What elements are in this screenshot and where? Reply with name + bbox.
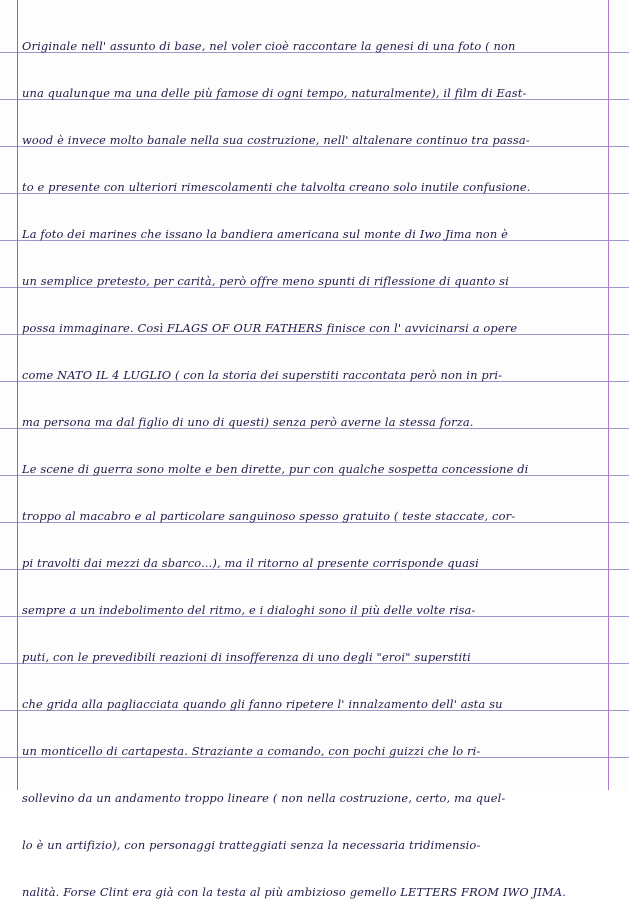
text-line: Originale nell' assunto di base, nel voler cioè raccontare la genesi di una foto ( non: [22, 39, 516, 53]
text-line: nalità. Forse Clint era già con la testa al più ambizioso gemello LETTERS FROM IWO JIMA.: [22, 885, 566, 899]
left-margin-line: [17, 0, 18, 790]
text-line: La foto dei marines che issano la bandiera americana sul monte di Iwo Jima non è: [22, 227, 508, 241]
text-line: sempre a un indebolimento del ritmo, e i dialoghi sono il più delle volte risa-: [22, 603, 476, 617]
text-line: possa immaginare. Così FLAGS OF OUR FATHERS finisce con l' avvicinarsi a opere: [22, 321, 518, 335]
text-line: wood è invece molto banale nella sua costruzione, nell' altalenare continuo tra passa-: [22, 133, 530, 147]
text-line: come NATO IL 4 LUGLIO ( con la storia dei superstiti raccontata però non in pri-: [22, 368, 503, 382]
text-line: che grida alla pagliacciata quando gli fanno ripetere l' innalzamento dell' asta su: [22, 697, 503, 711]
text-line: una qualunque ma una delle più famose di ogni tempo, naturalmente), il film di East-: [22, 86, 527, 100]
text-line: pi travolti dai mezzi da sbarco...), ma il ritorno al presente corrisponde quasi: [22, 556, 479, 570]
text-line: troppo al macabro e al particolare sanguinoso spesso gratuito ( teste staccate, cor-: [22, 509, 516, 523]
text-line: sollevino da un andamento troppo lineare ( non nella costruzione, certo, ma quel-: [22, 791, 506, 805]
text-line: to e presente con ulteriori rimescolamenti che talvolta creano solo inutile confusione.: [22, 180, 531, 194]
handwritten-text: [22, 28, 606, 921]
text-line: un semplice pretesto, per carità, però offre meno spunti di riflessione di quanto si: [22, 274, 509, 288]
text-line: un monticello di cartapesta. Straziante a comando, con pochi guizzi che lo ri-: [22, 744, 481, 758]
text-line: Le scene di guerra sono molte e ben dirette, pur con qualche sospetta concessione di: [22, 462, 529, 476]
text-line: puti, con le prevedibili reazioni di insofferenza di uno degli "eroi" superstiti: [22, 650, 471, 664]
right-margin-line: [608, 0, 609, 790]
text-line: lo è un artifizio), con personaggi tratteggiati senza la necessaria tridimensio-: [22, 838, 481, 852]
text-line: ma persona ma dal figlio di uno di questi) senza però averne la stessa forza.: [22, 415, 474, 429]
